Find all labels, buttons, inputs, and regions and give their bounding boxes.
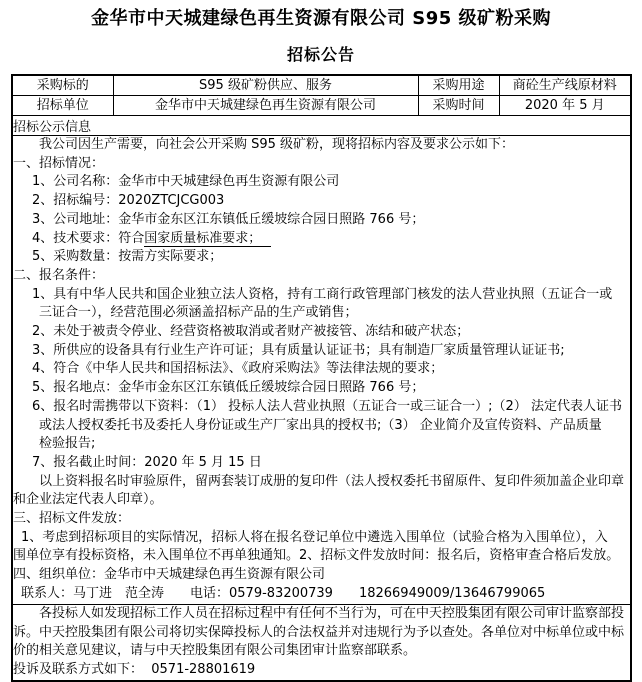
complaint-notice xyxy=(12,605,631,682)
tender-unit-value: 金华市中天城建绿色再生资源有限公司 xyxy=(113,96,418,116)
purchase-subject-label: 采购标的 xyxy=(12,75,113,96)
table-row xyxy=(12,96,631,116)
text-line: 围单位享有投标资格，未入围单位不再单独通知。2、招标文件发放时间：报名后，资格审查合格后发放。 xyxy=(13,548,620,564)
text-line: 检验报告; xyxy=(39,436,96,452)
text-line: 4、技术要求：符合国家质量标准要求； xyxy=(13,230,630,249)
announcement-body xyxy=(12,136,631,605)
text-line: 二、报名条件： xyxy=(13,267,105,283)
text-line: 投诉及联系方式如下： 0571-28801619 xyxy=(13,662,256,678)
page-title: 金华市中天城建绿色再生资源有限公司 S95 级矿粉采购 xyxy=(90,8,552,29)
table-row xyxy=(12,605,631,682)
tender-unit-label: 招标单位 xyxy=(12,96,113,116)
purchase-subject-value: S95 级矿粉供应、服务 xyxy=(113,75,418,96)
text-line: 价的相关意见建议，请与中天控股集团有限公司集团审计监察部联系。 xyxy=(13,643,417,659)
text-line: 或法人授权委托书及委托人身份证或生产厂家出具的授权书;（3） 企业简介及宣传资料、产品质量 xyxy=(39,417,602,433)
underlined-text: 国家质量标准要求； xyxy=(144,231,271,247)
text-line: 一、招标情况： xyxy=(13,155,105,171)
table-row xyxy=(12,75,631,96)
text-line: 诉。中天控股集团有限公司将切实保障投标人的合法权益并对违规行为予以查处。各单位对中标单位或中标 xyxy=(13,624,625,640)
page-subtitle: 招标公告 xyxy=(286,45,355,64)
text-line: 三、招标文件发放： xyxy=(13,511,131,527)
text-line: 1、考虑到招标项目的实际情况，招标人将在报名登记单位中遴选入围单位（试验合格为入围单位），入 xyxy=(21,529,608,545)
text-line: 2、招标编号：2020ZTCJCG003 xyxy=(32,193,225,209)
text-line: 1、具有中华人民共和国企业独立法人资格，持有工商行政管理部门核发的法人营业执照（五证合一或 xyxy=(32,286,613,302)
text-line: 3、所供应的设备具有行业生产许可证；具有质量认证证书；具有制造厂家质量管理认证证书; xyxy=(32,342,565,358)
text-line: 5、采购数量：按需方实际要求； xyxy=(32,249,223,265)
text-line: 6、报名时需携带以下资料：（1） 投标人法人营业执照（五证合一或三证合一）;（2） 法定代表人证书 xyxy=(32,398,622,414)
text-line: 4、符合《中华人民共和国招标法》、《政府采购法》等法律法规的要求； xyxy=(32,361,444,377)
purchase-purpose-value: 商砼生产线原材料 xyxy=(499,75,631,96)
purchase-purpose-label: 采购用途 xyxy=(418,75,499,96)
purchase-time-value: 2020 年 5 月 xyxy=(499,96,631,116)
text-line: 和企业法定代表人印章）。 xyxy=(13,492,163,508)
text-line: 7、报名截止时间：2020 年 5 月 15 日 xyxy=(32,454,262,470)
text-line: 1、公司名称：金华市中天城建绿色再生资源有限公司 xyxy=(32,174,340,190)
text-line: 5、报名地点：金华市金东区江东镇低丘缓坡综合园日照路 766 号； xyxy=(32,380,425,396)
purchase-time-label: 采购时间 xyxy=(418,96,499,116)
text-line: 联系人：马丁进 范全涛 电话：0579-83200739 18266949009/13646799065 xyxy=(21,585,546,601)
text-line: 我公司因生产需要，向社会公开采购 S95 级矿粉，现将招标内容及要求公示如下： xyxy=(39,137,515,152)
table-row xyxy=(12,116,631,136)
text-line: 3、公司地址：金华市金东区江东镇低丘缓坡综合园日照路 766 号； xyxy=(32,211,425,227)
table-row xyxy=(12,136,631,605)
text-line: 三证合一），经营范围必须涵盖招标产品的生产或销售； xyxy=(39,305,358,321)
text-line: 各投标人如发现招标工作人员在招标过程中有任何不当行为，可在中天控股集团有限公司审计监察部投 xyxy=(39,606,625,621)
tender-info-table xyxy=(11,74,632,682)
text-line: 以上资料报名时审验原件，留两套装订成册的复印件（法人授权委托书留原件、复印件须加盖企业印章 xyxy=(39,473,625,489)
public-info-section-header: 招标公示信息 xyxy=(12,116,631,136)
text-line: 四、组织单位：金华市中天城建绿色再生资源有限公司 xyxy=(13,567,326,583)
text-line: 2、未处于被责令停业、经营资格被取消或者财产被接管、冻结和破产状态； xyxy=(32,324,470,340)
